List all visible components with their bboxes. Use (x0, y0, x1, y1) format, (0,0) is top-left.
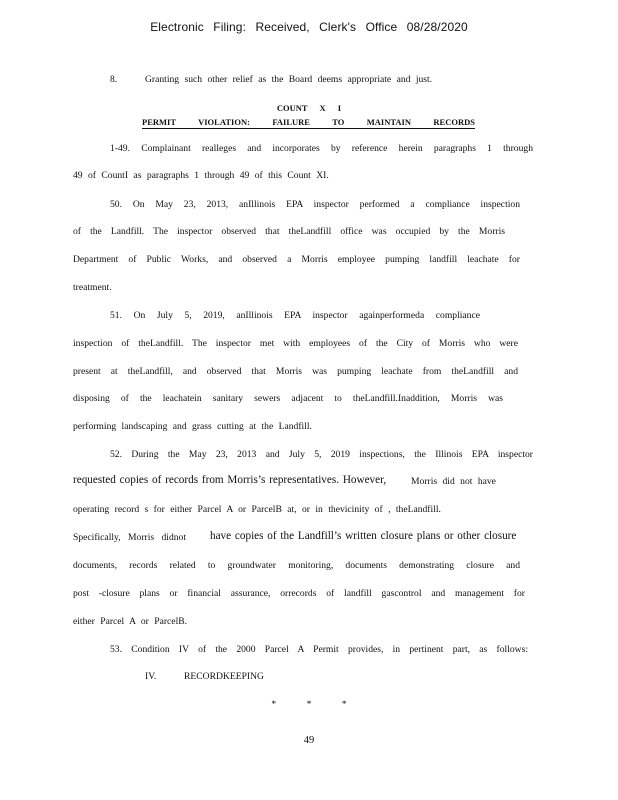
para-51-line-1: 51. On July 5, 2019, anIllinois EPA inspector againperformeda compliance (110, 310, 480, 321)
para-50-line-1: 50. On May 23, 2013, anIllinois EPA inspector performed a compliance inspection (110, 199, 520, 210)
para-51-line-2: inspection of theLandfill. The inspector met with employees of the City of Morris who were (73, 338, 518, 349)
recordkeeping-title: RECORDKEEPING (184, 671, 264, 682)
para-52-line-2a: requested copies of records from Morris’s representatives. However, (73, 474, 387, 486)
para-1-49-line-2: 49 of CountI as paragraphs 1 through 49 of this Count XI. (73, 170, 329, 181)
para-52-line-6: post -closure plans or financial assurance, orrecords of landfill gascontrol and management for (73, 588, 525, 599)
ellipsis-stars: * * * (271, 699, 347, 710)
para-52-line-3: operating record s for either Parcel A or ParcelB at, or in thevicinity of , theLandfill. (73, 504, 441, 515)
page-number: 49 (303, 735, 315, 746)
para-51-line-3: present at theLandfill, and observed that Morris was pumping leachate from theLandfill and (73, 366, 518, 377)
item-8-number: 8. (110, 74, 118, 85)
para-51-line-4: disposing of the leachatein sanitary sewers adjacent to theLandfill.Inaddition, Morris was (73, 393, 503, 404)
para-50-line-3: Department of Public Works, and observed a Morris employee pumping landfill leachate for (73, 254, 520, 265)
para-52-line-5: documents, records related to groundwater monitoring, documents demonstrating closure and (73, 560, 520, 571)
para-52-line-1: 52. During the May 23, 2013 and July 5, 2019 inspections, the Illinois EPA inspector (110, 449, 533, 460)
para-52-line-2b: Morris did not have (411, 476, 496, 487)
para-50-line-4: treatment. (73, 282, 112, 293)
filing-header: Electronic Filing: Received, Clerk's Office 08/28/2020 (150, 20, 468, 34)
item-8-text: Granting such other relief as the Board deems appropriate and just. (145, 74, 433, 85)
count-heading: COUNT X I (276, 103, 342, 113)
para-52-line-4b: have copies of the Landfill’s written closure plans or other closure (210, 530, 517, 542)
para-52-line-4a: Specifically, Morris didnot (73, 532, 187, 543)
para-50-line-2: of the Landfill. The inspector observed that theLandfill office was occupied by the Morris (73, 226, 505, 237)
count-subheading: PERMIT VIOLATION: FAILURE TO MAINTAIN RECORDS (142, 117, 475, 127)
para-52-line-7: either Parcel A or ParcelB. (73, 616, 188, 627)
para-1-49-line-1: 1-49. Complainant realleges and incorporates by reference herein paragraphs 1 through (110, 143, 533, 154)
recordkeeping-number: IV. (145, 671, 157, 682)
para-53-line-1: 53. Condition IV of the 2000 Parcel A Permit provides, in pertinent part, as follows: (110, 644, 528, 655)
para-51-line-5: performing landscaping and grass cutting at the Landfill. (73, 421, 312, 432)
